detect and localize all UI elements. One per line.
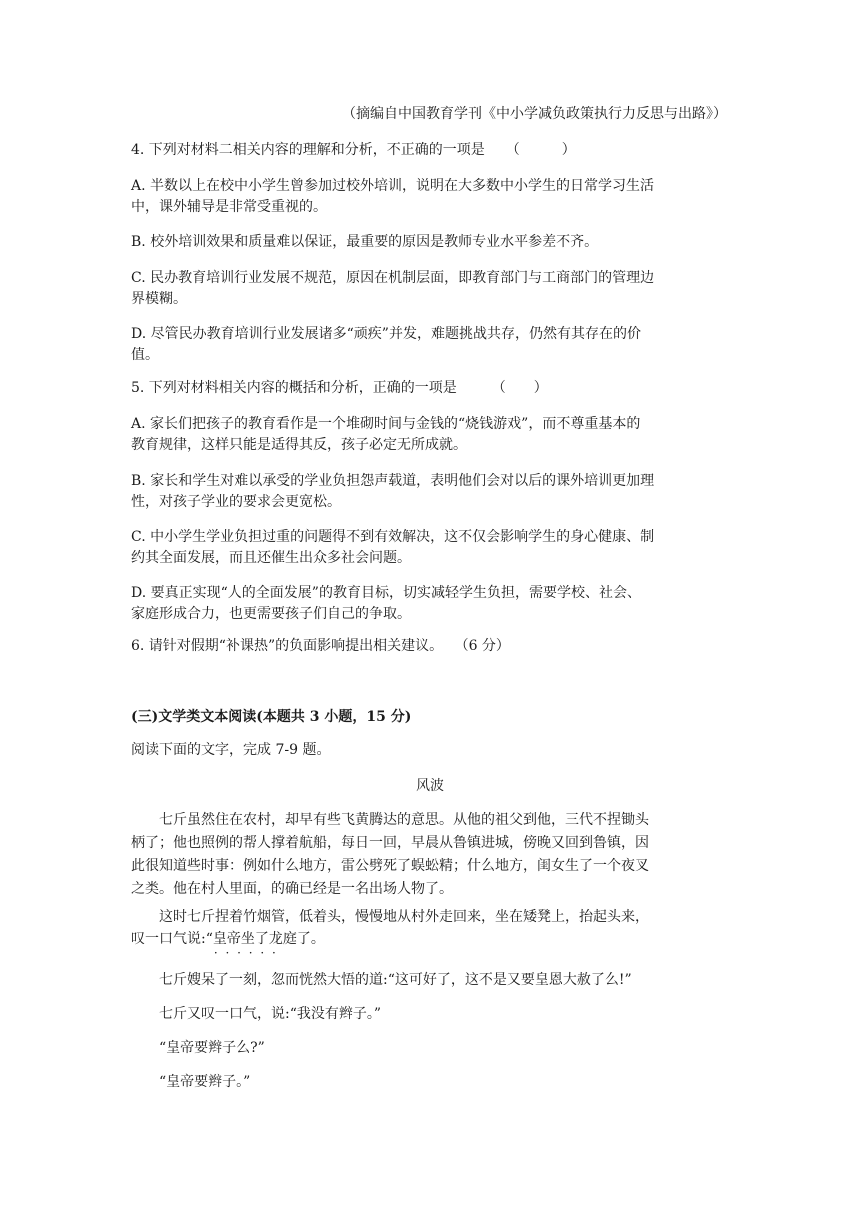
passage-paragraph-4: 七斤又叹一口气，说:“我没有辫子。” bbox=[159, 1006, 382, 1022]
q4-option-d-cont: 值。 bbox=[131, 347, 159, 363]
passage-title: 风波 bbox=[416, 778, 444, 794]
passage-paragraph-2-line-2 bbox=[131, 929, 325, 949]
passage-paragraph-1-line-4: 之类。他在村人里面，的确已经是一名出场人物了。 bbox=[131, 881, 453, 897]
passage-paragraph-1: 七斤虽然住在农村，却早有些飞黄腾达的意思。从他的祖父到他，三代不捏锄头 bbox=[159, 812, 649, 828]
q5-option-a-cont: 教育规律，这样只能是适得其反，孩子必定无所成就。 bbox=[131, 437, 467, 453]
q5-option-c: C. 中小学生学业负担过重的问题得不到有效解决，这不仅会影响学生的身心健康、制 bbox=[131, 529, 655, 545]
emphasized-phrase: 皇帝坐了龙庭 · · · bbox=[213, 931, 297, 947]
q4-option-c-cont: 界模糊。 bbox=[131, 291, 187, 307]
question-6-stem: 6. 请针对假期“补课热”的负面影响提出相关建议。 （6 分） bbox=[131, 638, 510, 654]
q4-option-d: D. 尽管民办教育培训行业发展诸多“顽疾”并发，难题挑战共存，仍然有其存在的价 bbox=[131, 326, 641, 342]
q4-option-b: B. 校外培训效果和质量难以保证，最重要的原因是教师专业水平参差不齐。 bbox=[131, 234, 599, 250]
passage-paragraph-1-line-3: 此很知道些时事：例如什么地方，雷公劈死了蜈蚣精；什么地方，闺女生了一个夜叉 bbox=[131, 858, 649, 874]
q5-option-d-cont: 家庭形成合力，也更需要孩子们自己的争取。 bbox=[131, 606, 411, 622]
passage-paragraph-2: 这时七斤捏着竹烟管，低着头，慢慢地从村外走回来，坐在矮凳上，抬起头来， bbox=[159, 909, 649, 925]
q5-option-d: D. 要真正实现“人的全面发展”的教育目标，切实减轻学生负担，需要学校、社会、 bbox=[131, 585, 641, 601]
q5-option-b: B. 家长和学生对难以承受的学业负担怨声载道，表明他们会对以后的课外培训更加理 bbox=[131, 473, 655, 489]
q4-option-c: C. 民办教育培训行业发展不规范，原因在机制层面，即教育部门与工商部门的管理边 bbox=[131, 270, 655, 286]
reading-instruction: 阅读下面的文字，完成 7-9 题。 bbox=[131, 742, 331, 758]
section-heading: (三)文学类文本阅读(本题共 3 小题，15 分) bbox=[131, 709, 412, 725]
passage-paragraph-5: “皇帝要辫子么?” bbox=[159, 1040, 265, 1056]
passage-paragraph-3: 七斤嫂呆了一刻，忽而恍然大悟的道:“这可好了，这不是又要皇恩大赦了么!” bbox=[159, 972, 632, 988]
q5-option-a: A. 家长们把孩子的教育看作是一个堆砌时间与金钱的“烧钱游戏”，而不尊重基本的 bbox=[131, 416, 641, 432]
quote-lead: 叹一口气说:“ bbox=[131, 931, 213, 947]
q5-option-b-cont: 性，对孩子学业的要求会更宽松。 bbox=[131, 494, 341, 510]
quote-tail: 了。 bbox=[296, 931, 325, 947]
source-citation: （摘编自中国教育学刊《中小学减负政策执行力反思与出路》） bbox=[342, 106, 727, 122]
question-4-stem: 4. 下列对材料二相关内容的理解和分析，不正确的一项是 （ ） bbox=[131, 142, 576, 158]
q4-option-a-cont: 中，课外辅导是非常受重视的。 bbox=[131, 199, 327, 215]
q5-option-c-cont: 约其全面发展，而且还催生出众多社会问题。 bbox=[131, 550, 411, 566]
passage-paragraph-1-line-2: 柄了；他也照例的帮人撑着航船，每日一回，早晨从鲁镇进城，傍晚又回到鲁镇，因 bbox=[131, 835, 649, 851]
question-5-stem: 5. 下列对材料相关内容的概括和分析，正确的一项是 （ ） bbox=[131, 380, 548, 396]
passage-paragraph-6: “皇帝要辫子。” bbox=[159, 1074, 251, 1090]
q4-option-a: A. 半数以上在校中小学生曾参加过校外培训，说明在大多数中小学生的日常学习生活 bbox=[131, 178, 655, 194]
